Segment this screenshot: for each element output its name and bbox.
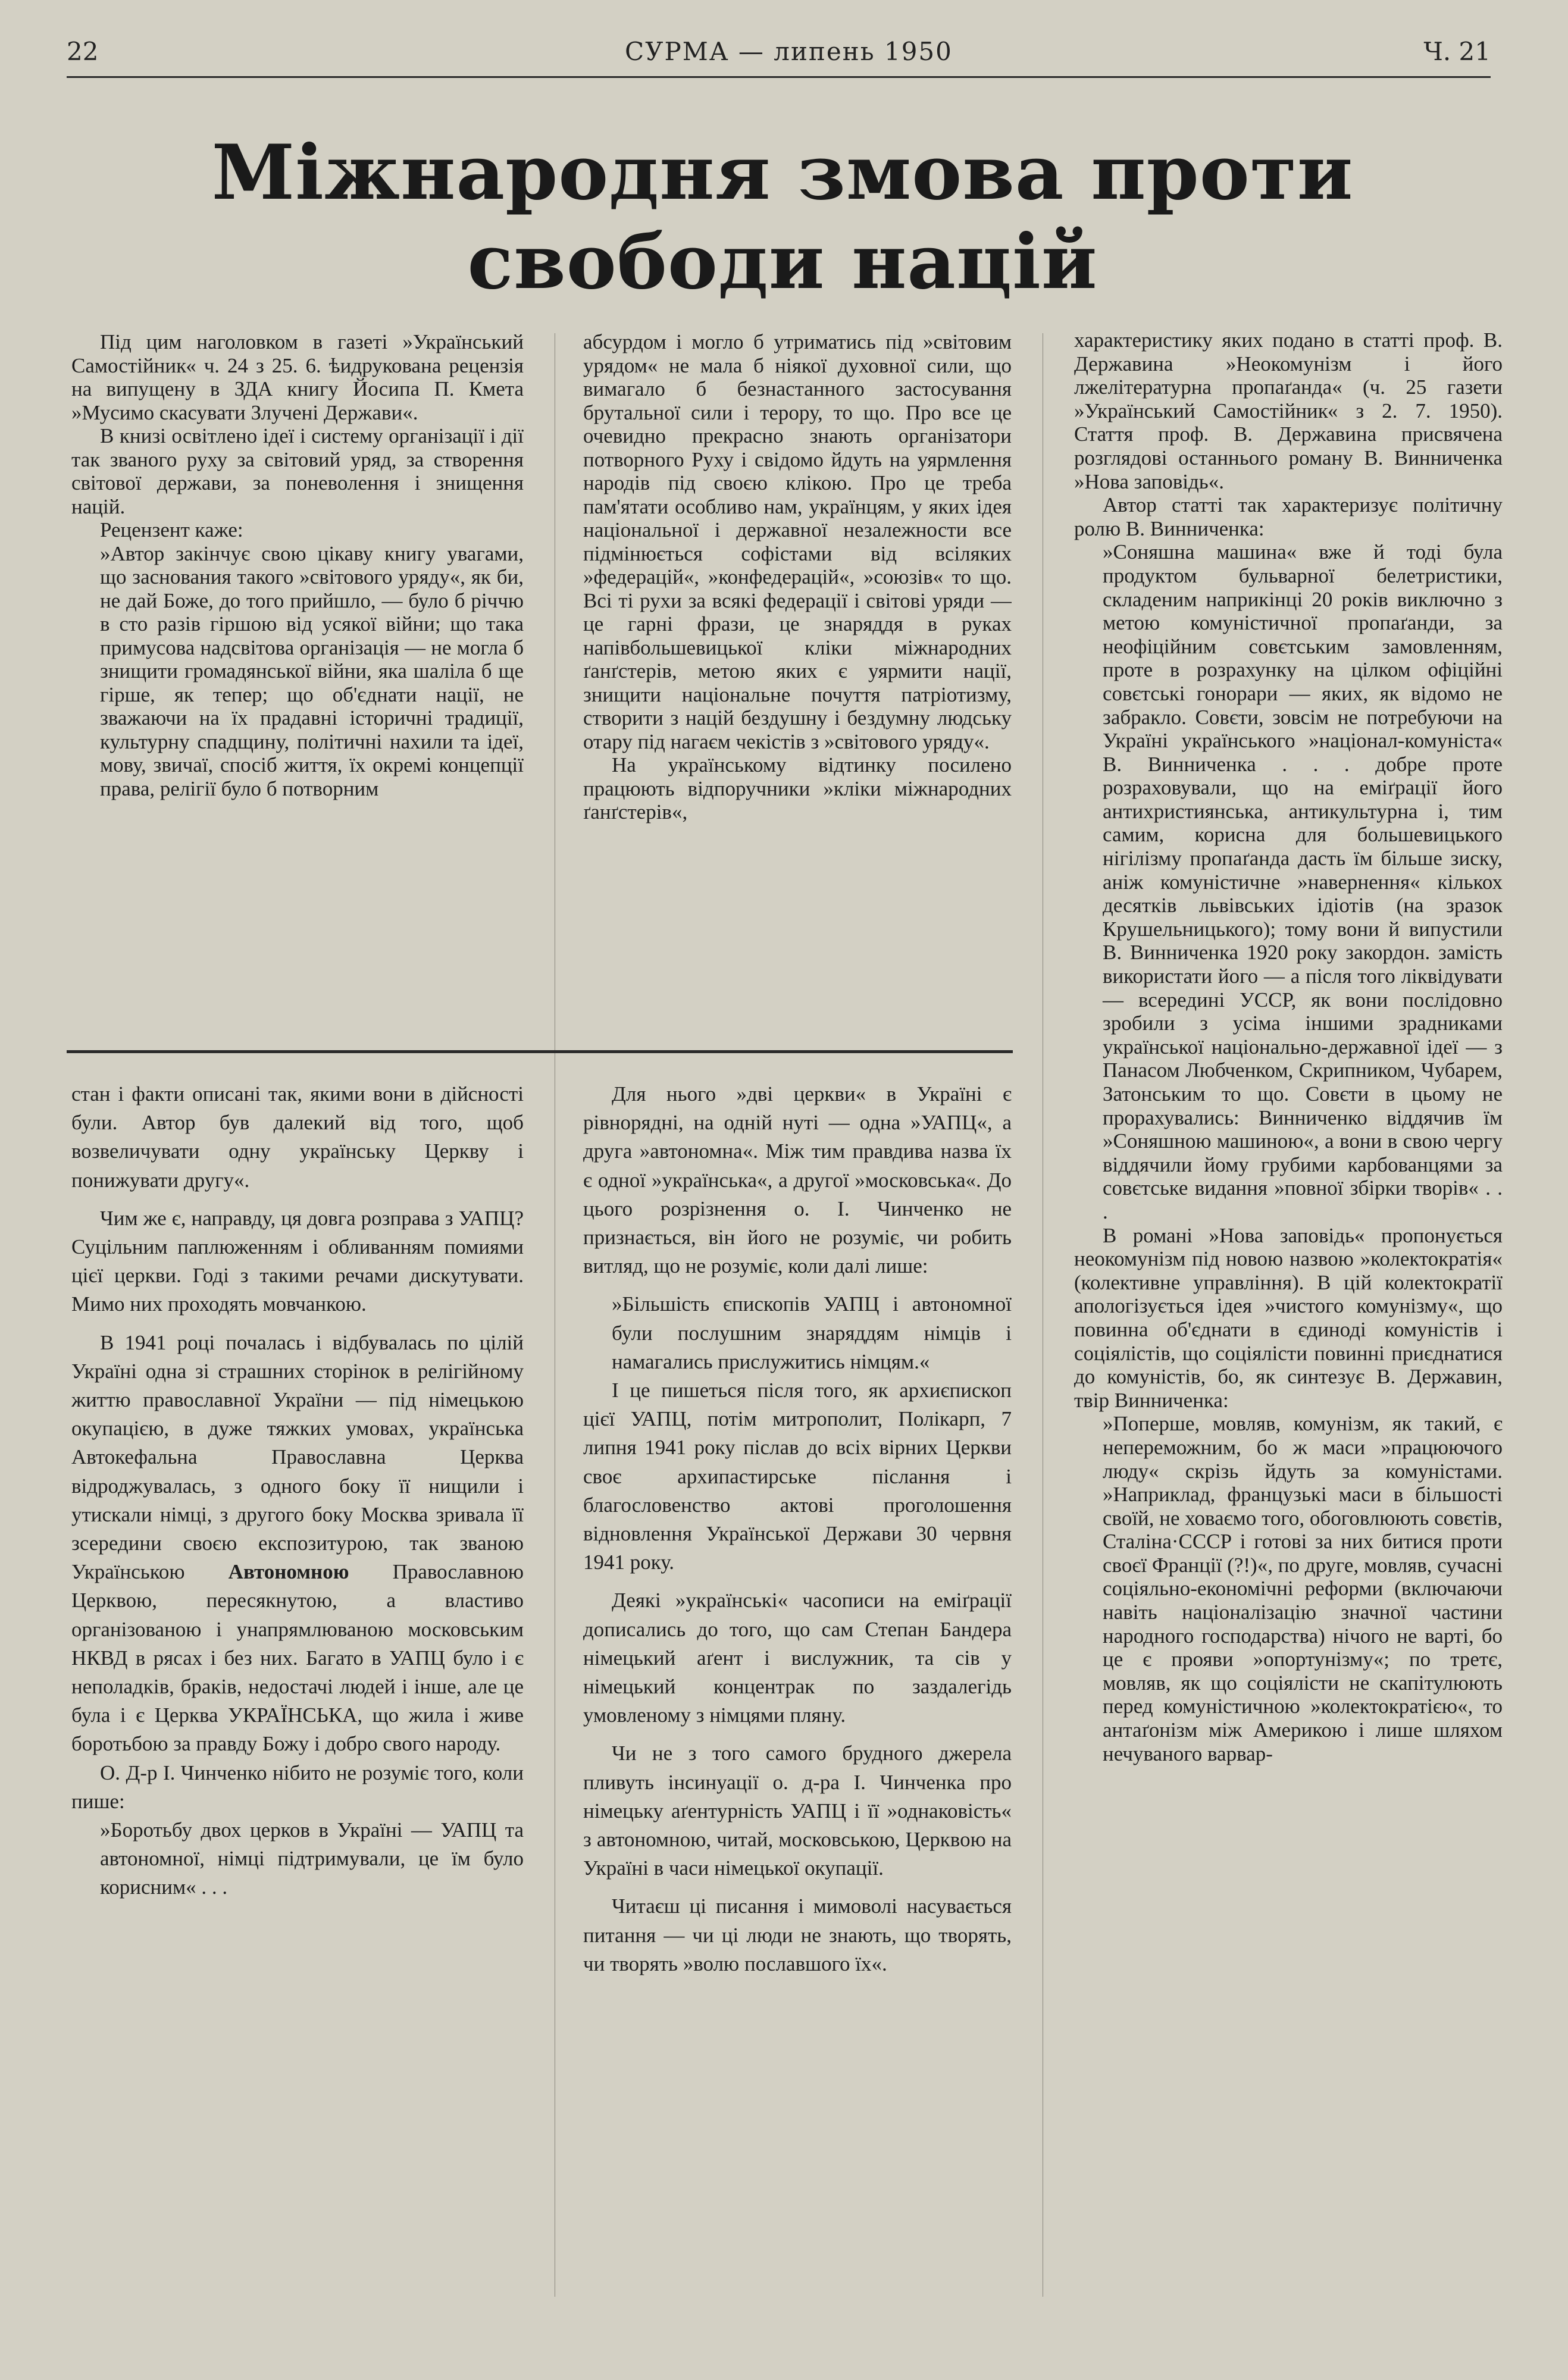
paragraph: Деякі »українські« часописи на еміґрації дописались до того, що сам Степан Бандера німецький аґент і вислужник, та сів у німецький концентрак по заздалегідь умовленому з німцями пляну. (583, 1589, 1012, 1727)
paragraph: абсурдом і могло б утриматись під »світовим урядом« не мала б ніякої духовної сили, що вимагало б безнастанного застосування брутальної сили і терору, то що. Про все це очевидно прекрасно знають організатори потворного Руху і свідомо йдуть на уярмлення народів під своєю клікою. Про це треба пам'ятати особливо нам, українцям, у яких ідея національної і державної незалежности все підмінюється софістами від всіляких »федерацій«, »конфедерацій«, »союзів« то що. Всі ті рухи за всякі федерації і світові уряди — це гарні фрази, це знаряддя в руках напівбольшевицької кліки міжнародних ґанґстерів, метою яких є уярмити нації, знищити національне почуття патріотизму, створити з націй бездушну і бездумну людську отару під нагаєм чекістів з »світового уряду«. (583, 330, 1012, 753)
page-number: 22 (67, 37, 99, 66)
paragraph: Рецензент каже: (100, 518, 243, 541)
header-rule (67, 76, 1491, 78)
quote-paragraph: »Соняшна машина« вже й тоді була продуктом бульварної белетристики, складеним наприкінці 20 років виключно з метою комуністичної пропаґанди, за неофіційним совєтським замовленням, проте в розрахунку на цілком офіційні совєтські гонорари — яких, як відомо не забракло. Совєти, зовсім не потребуючи на Україні українського »націонал-комуніста« В. Винниченка . . . добре проте розраховували, що на еміґрації його антихристиянська, антикультурна і, тим самим, корисна для большевицького нігілізму пропаґанда дасть їм більше зиску, аніж комуністичне »навернення« кількох десятків львівських ідіотів (на зразок Крушельницького); тому вони й випустили В. Винниченка 1920 року закордон. замість використати його — а після того ліквідувати — всередині УССР, як вони послідовно зробили з усіма іншими зрадниками української національно-державної ідеї — з Панасом Любченком, Скрипником, Чубарем, Затонським то що. Совєти в цьому не прорахувались: Винниченко віддячив їм »Соняшною машиною«, а вони в свою чергу віддячили йому грубими карбованцями за совєтське видання »повної збірки творів« . . . (1103, 540, 1503, 1223)
column-top-middle (583, 330, 1012, 1029)
paragraph: Чи не з того самого брудного джерела пливуть інсинуації о. д-ра І. Чинченка про німецьку аґентурність УАПЦ і її »однаковість« з автономною, читай, московською, Церквою на Україні в часи німецької окупації. (583, 1742, 1012, 1880)
publication-title: СУРМА — липень 1950 (625, 37, 953, 66)
paragraph: Для нього »дві церкви« в Україні є рівнорядні, на одній нуті — одна »УАПЦ«, а друга »автономна«. Між тим правдива назва їх є одної »українська«, а другої »московська«. До цього розрізнення о. І. Чинченко не признається, він його не розуміє, чи робить витляд, що не розуміє, коли далі лише: (583, 1082, 1012, 1278)
headline-line-1: Міжнародня змова проти (211, 129, 1354, 217)
quote-paragraph: »Більшість єпископів УАПЦ і автономної були послушним знаряддям німців і намагались прислужитись німцям.« (612, 1292, 1012, 1373)
quote-paragraph: »Автор закінчує свою цікаву книгу увагами, що заснования такого »світового уряду«, як би, не дай Боже, до того прийшло, — було б річчю в сто разів гіршою від усякої війни; що така примусова надсвітова організація — не могла б знищити громадянської війни, яка шаліла б ще гірше, як тепер; що об'єднати нації, не зважаючи на їх прадавні історичні традиції, культурну спадщину, політичні нахили та ідеї, мову, звичаї, спосіб життя, їх окремі концепції права, релігії було б потворним (100, 541, 524, 800)
paragraph: В книзі освітлено ідеї і систему організації і дії так званого руху за світовий уряд, за створення світової держави, за поневолення і знищення націй. (71, 424, 524, 518)
paragraph: Читаєш ці писання і мимоволі насувається питання — чи ці люди не знають, що творять, чи творять »волю пославшого їх«. (583, 1894, 1012, 1975)
section-divider (67, 1050, 1013, 1053)
paragraph: І це пишеться після того, як архиєпископ цієї УАПЦ, потім митрополит, Полікарп, 7 липня 1941 року післав до всіх вірних Церкви своє архипастирське післання і благословенство актові проголошення відновлення Української Держави 30 червня 1941 року. (583, 1379, 1012, 1574)
column-bottom-middle (583, 1080, 1012, 2300)
headline-line-2: свободи націй (467, 218, 1098, 306)
paragraph (71, 1329, 524, 1759)
paragraph: Автор статті так характеризує політичну ролю В. Винниченка: (1074, 493, 1503, 540)
quote-paragraph: »Боротьбу двох церков в Україні — УАПЦ та автономної, німці підтримували, це їм було корисним« . . . (100, 1818, 524, 1899)
quote-paragraph: »Поперше, мовляв, комунізм, як такий, є непереможним, бо ж маси »працюючого люду« скрізь йдуть за комуністами. »Наприклад, французькі маси в більшості своїй, не ховаємо того, обоговлюють совєтів, Сталіна·СССР і готові за них битися проти своєї Франції (?!)«, по друге, мовляв, сучасні соціяльно-економічні реформи (включаючи навіть націоналізацію значної частини народного господарства) нічого не варті, бо це є прояви »опортунізму«; по третє, мовляв, як що соціялісти не скапітулюють перед комуністичною »колектократією«, то антаґонізм між Америкою і лише шляхом нечуваного варвар- (1103, 1412, 1503, 1765)
column-right (1074, 328, 1503, 2301)
text-run: Православною Церквою, пересякнутою, а властиво організованою і унапрямлюваною московським НКВД в рясах і без них. Багато в УАПЦ було і є неполадків, браків, недостачі людей і інше, але це була і є Церква УКРАЇНСЬКА, що жила і живе боротьбою за правду Божу і добро свого народу. (71, 1560, 524, 1756)
paragraph: Чим же є, направду, ця довга розправа з УАПЦ? Суцільним паплюженням і обливанням помиями цієї церкви. Годі з такими речами дискутувати. Мимо них проходять мовчанкою. (71, 1206, 524, 1316)
issue-number: Ч. 21 (1423, 37, 1491, 66)
paragraph: В романі »Нова заповідь« пропонується неокомунізм під новою назвою »колектократія« (колективне управління). В цій колектократії апологізується ідея »чистого комунізму«, що повинна об'єднати в єдиноді комуністів і соціялістів, що соціялісти повинні приєднатися до комуністів, бо, як синтезує В. Державин, твір Винниченка: (1074, 1223, 1503, 1412)
paragraph: На українському відтинку посилено працюють відпоручники »кліки міжнародних ґанґстерів«, (583, 753, 1012, 823)
text-run: В 1941 році почалась і відбувалась по цілій Україні одна зі страшних сторінок в релігійному життю православної України — під німецькою окупацією, в дуже тяжких умовах, українська Автокефальна Православна Церква відроджувалась, з одного боку її нищили і утискали німці, з другого боку Москва зривала її зсередини своєю експозитурою, так званою Українською (71, 1330, 524, 1584)
article-headline (95, 128, 1470, 306)
paragraph: Під цим наголовком в газеті »Український Самостійник« ч. 24 з 25. 6. ѣидрукована рецензія на випущену в ЗДА книгу Йосипа П. Кмета »Мусимо скасувати Злучені Держави«. (71, 330, 524, 424)
paragraph: О. Д-р І. Чинченко нібито не розуміє того, коли пише: (71, 1761, 524, 1813)
column-bottom-left (71, 1080, 524, 2300)
paragraph: характеристику яких подано в статті проф. В. Державина »Неокомунізм і його лжелітературна пропаґанда« (ч. 25 газети »Український Самостійник« з 2. 7. 1950). Стаття проф. В. Державина присвячена розглядові останнього роману В. Винниченка »Нова заповідь«. (1074, 328, 1503, 493)
column-top-left (71, 330, 524, 1029)
paragraph: стан і факти описані так, якими вони в дійсності були. Автор був далекий від того, щоб возвеличувати одну українську Церкву і понижувати другу«. (71, 1082, 524, 1192)
bold-text: Автономною (228, 1560, 349, 1584)
